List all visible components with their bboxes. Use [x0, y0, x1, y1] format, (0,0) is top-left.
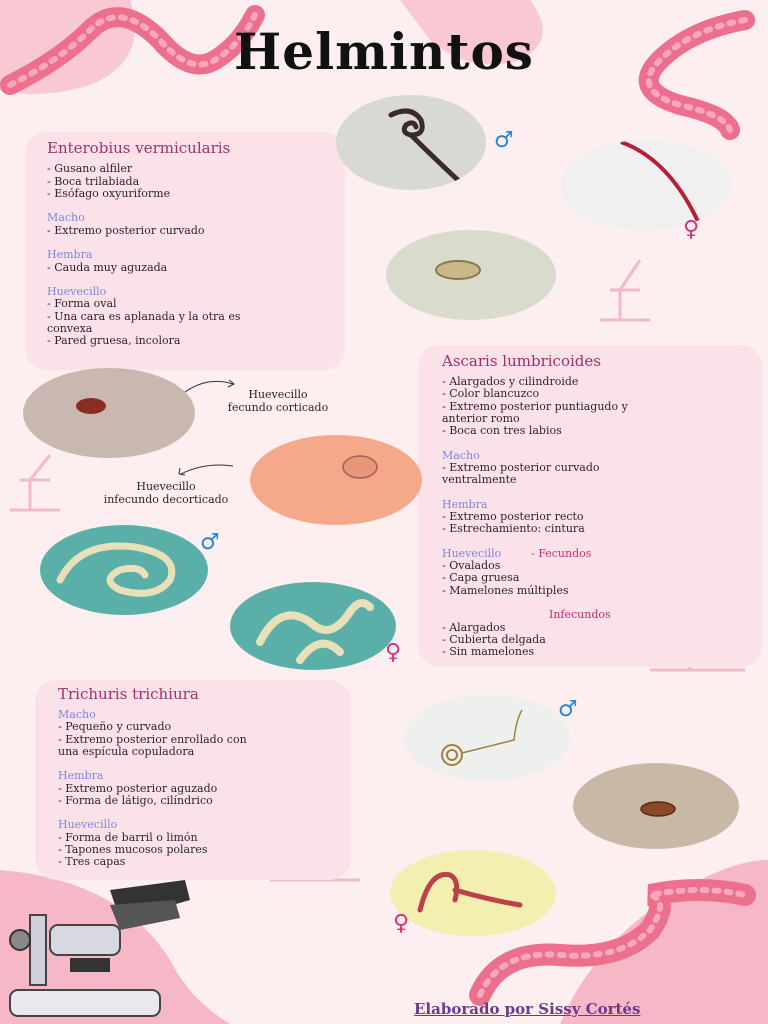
enterobius-egg-image	[386, 230, 556, 320]
ascaris-fecundo-egg-image	[23, 368, 195, 458]
female-symbol-icon: ♀	[393, 911, 410, 936]
enterobius-hembra-label: Hembra	[47, 248, 93, 261]
ascaris-fecundos-2: - Capa gruesa	[442, 571, 520, 584]
enterobius-hembra-1: - Cauda muy aguzada	[47, 261, 168, 274]
enterobius-general-3: - Esófago oxyuriforme	[47, 187, 171, 200]
trichuris-huevecillo-1: - Forma de barril o limón	[58, 831, 198, 844]
trichuris-hembra-label: Hembra	[58, 769, 104, 782]
trichuris-egg-image	[573, 763, 739, 849]
ascaris-general-3: - Extremo posterior puntiagudo y	[442, 400, 628, 413]
arrow-infecundo-icon	[175, 462, 235, 478]
male-symbol-icon: ♂	[200, 530, 220, 555]
ascaris-huevecillo-label: Huevecillo	[442, 547, 502, 560]
enterobius-female-image	[561, 140, 731, 230]
ascaris-male-image	[40, 525, 208, 615]
microscope-illustration	[0, 870, 200, 1024]
ascaris-hembra-1: - Extremo posterior recto	[442, 510, 584, 523]
ascaris-infecundo-egg-image	[250, 435, 422, 525]
ascaris-infecundos-2: - Cubierta delgada	[442, 633, 546, 646]
trichuris-macho-2: - Extremo posterior enrollado con	[58, 733, 247, 746]
enterobius-general-2: - Boca trilabiada	[47, 175, 140, 188]
ascaris-fecundos-1: - Ovalados	[442, 559, 501, 572]
enterobius-huevecillo-2: - Una cara es aplanada y la otra es	[47, 310, 241, 323]
ascaris-general-4: anterior romo	[442, 412, 520, 425]
ascaris-general-2: - Color blancuzco	[442, 387, 540, 400]
enterobius-macho-1: - Extremo posterior curvado	[47, 224, 205, 237]
trichuris-macho-label: Macho	[58, 708, 96, 721]
enterobius-male-image	[336, 95, 486, 190]
page-title: Helmintos	[234, 22, 534, 81]
female-symbol-icon: ♀	[385, 640, 402, 665]
caption-infecundo-line-2: infecundo decorticado	[103, 493, 229, 506]
ascaris-female-image	[230, 582, 396, 670]
trichuris-macho-3: una espícula copuladora	[58, 745, 195, 758]
ascaris-macho-2: ventralmente	[442, 473, 517, 486]
ascaris-infecundos-3: - Sin mamelones	[442, 645, 535, 658]
ascaris-general-1: - Alargados y cilindroide	[442, 375, 579, 388]
female-symbol-icon: ♀	[683, 217, 700, 242]
trichuris-huevecillo-2: - Tapones mucosos polares	[58, 843, 208, 856]
ascaris-title: Ascaris lumbricoides	[442, 352, 601, 370]
trichuris-huevecillo-label: Huevecillo	[58, 818, 118, 831]
ascaris-macho-1: - Extremo posterior curvado	[442, 461, 600, 474]
caption-fecundo-line-2: fecundo corticado	[227, 401, 329, 414]
caption-infecundo	[76, 480, 256, 506]
enterobius-huevecillo-4: - Pared gruesa, incolora	[47, 334, 181, 347]
caption-infecundo-line-1: Huevecillo	[136, 480, 196, 493]
ascaris-infecundos-label: Infecundos	[549, 608, 611, 621]
caption-fecundo-line-1: Huevecillo	[248, 388, 308, 401]
caption-fecundo	[208, 388, 348, 414]
enterobius-huevecillo-label: Huevecillo	[47, 285, 107, 298]
ascaris-hembra-2: - Estrechamiento: cintura	[442, 522, 585, 535]
enterobius-macho-label: Macho	[47, 211, 85, 224]
trichuris-female-image	[390, 850, 556, 936]
enterobius-huevecillo-1: - Forma oval	[47, 297, 117, 310]
ascaris-fecundos-3: - Mamelones múltiples	[442, 584, 569, 597]
ascaris-infecundos-1: - Alargados	[442, 621, 506, 634]
enterobius-title: Enterobius vermicularis	[47, 139, 231, 157]
enterobius-huevecillo-3: convexa	[47, 322, 93, 335]
trichuris-hembra-1: - Extremo posterior aguzado	[58, 782, 218, 795]
trichuris-macho-1: - Pequeño y curvado	[58, 720, 172, 733]
ascaris-general-5: - Boca con tres labios	[442, 424, 562, 437]
trichuris-title: Trichuris trichiura	[58, 685, 199, 703]
enterobius-general-1: - Gusano alfiler	[47, 162, 133, 175]
ascaris-fecundos-label: - Fecundos	[531, 547, 592, 560]
footer-credit: Elaborado por Sissy Cortés	[414, 1000, 641, 1018]
male-symbol-icon: ♂	[494, 128, 514, 153]
trichuris-male-image	[404, 695, 570, 781]
ascaris-macho-label: Macho	[442, 449, 480, 462]
ascaris-hembra-label: Hembra	[442, 498, 488, 511]
trichuris-huevecillo-3: - Tres capas	[58, 855, 126, 868]
trichuris-hembra-2: - Forma de látigo, cilíndrico	[58, 794, 213, 807]
male-symbol-icon: ♂	[558, 697, 578, 722]
